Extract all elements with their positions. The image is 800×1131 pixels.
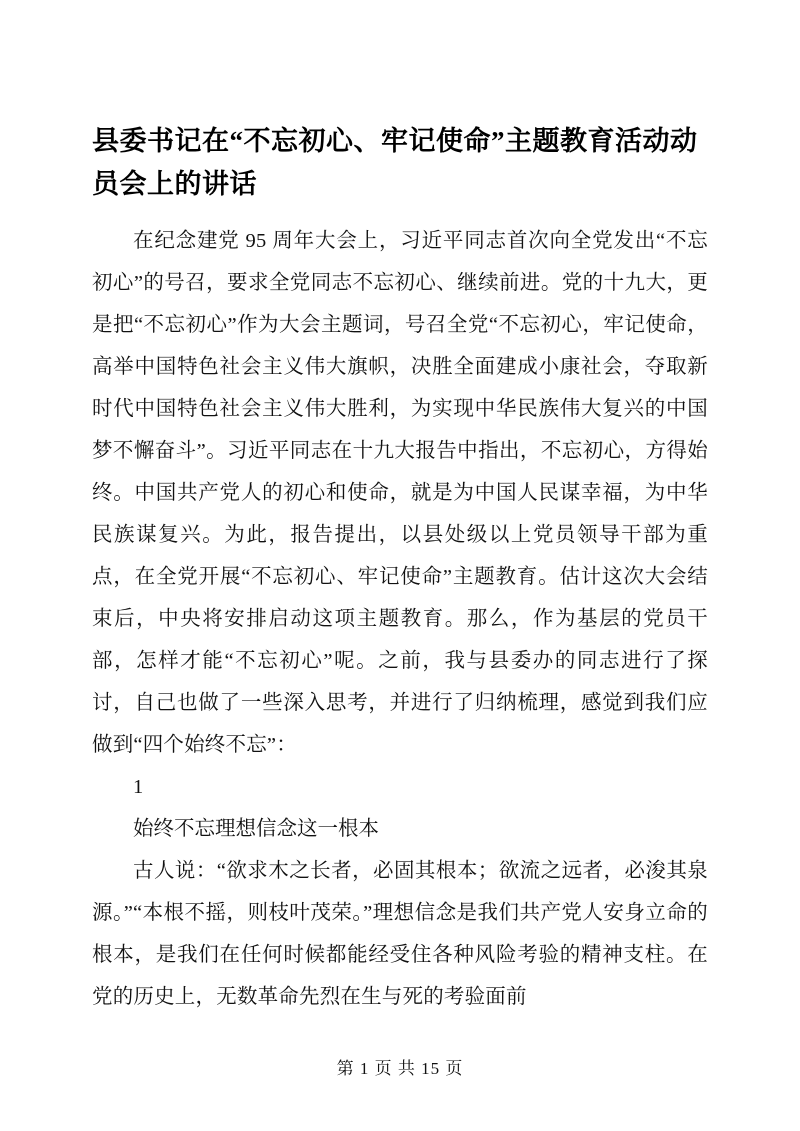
page-title: 县委书记在“不忘初心、牢记使命”主题教育活动动员会上的讲话 [92,126,698,199]
page-number-label: 第 1 页 共 15 页 [336,1059,464,1078]
section-paragraph: 古人说：“欲求木之长者，必固其根本；欲流之远者，必浚其泉源。”“本根不摇，则枝叶茂荣。”理想信念是我们共产党人安身立命的根本，是我们在任何时候都能经受住各种风险考验的精神支柱。在党的历史上，无数革命先烈在生与死的考验面前 [92,860,708,1008]
section-heading: 始终不忘理想信念这一根本 [133,818,379,840]
section-number: 1 [133,776,144,798]
body-paragraph: 在纪念建党 95 周年大会上，习近平同志首次向全党发出“不忘初心”的号召，要求全党同志不忘初心、继续前进。党的十九大，更是把“不忘初心”作为大会主题词，号召全党“不忘初心，牢记使命，高举中国特色社会主义伟大旗帜，决胜全面建成小康社会，夺取新时代中国特色社会主义伟大胜利，为实现中华民族伟大复兴的中国梦不懈奋斗”。习近平同志在十九大报告中指出，不忘初心，方得始终。中国共产党人的初心和使命，就是为中国人民谋幸福，为中华民族谋复兴。为此，报告提出，以县处级以上党员领导干部为重点，在全党开展“不忘初心、牢记使命”主题教育。估计这次大会结束后，中央将安排启动这项主题教育。那么，作为基层的党员干部，怎样才能“不忘初心”呢。之前，我与县委办的同志进行了探讨，自己也做了一些深入思考，并进行了归纳梳理，感觉到我们应做到“四个始终不忘”： [92,230,708,756]
page-footer [0,1054,800,1079]
